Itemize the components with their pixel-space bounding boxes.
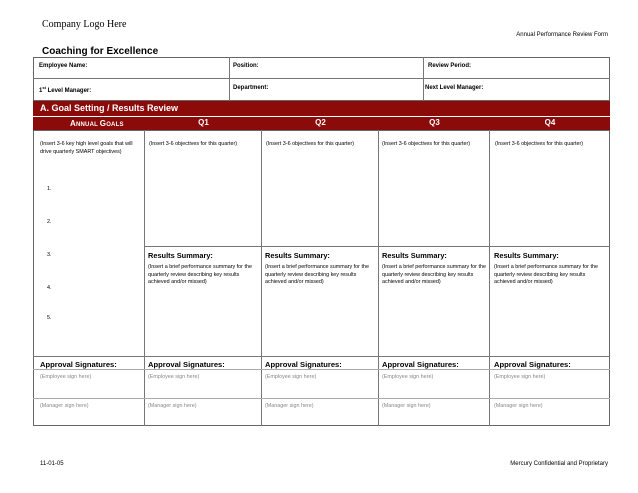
annual-goals-instructions: (Insert 3-6 key high level goals that will drive quarterly SMART objectives) — [40, 141, 133, 155]
q4-header: Q4 — [544, 118, 556, 127]
company-logo-placeholder: Company Logo Here — [42, 19, 127, 30]
divider — [33, 398, 610, 399]
q2-approval-title: Approval Signatures: — [265, 360, 342, 369]
q2-results-note[interactable]: (Insert a brief performance summary for the quarterly review describing key results achieved and/or missed) — [265, 264, 369, 286]
q3-results-note[interactable]: (Insert a brief performance summary for the quarterly review describing key results achieved and/or missed) — [382, 264, 486, 286]
divider — [144, 130, 145, 426]
q3-results-title: Results Summary: — [382, 251, 447, 260]
q3-approval-title: Approval Signatures: — [382, 360, 459, 369]
q2-header: Q2 — [315, 118, 326, 127]
divider — [229, 57, 230, 101]
divider — [423, 57, 424, 101]
q4-employee-sign-field[interactable]: (Employee sign here) — [494, 374, 546, 380]
goal-number-3: 3. — [47, 252, 52, 258]
divider — [489, 130, 490, 426]
q1-results-note[interactable]: (Insert a brief performance summary for the quarterly review describing key results achieved and/or missed) — [148, 264, 252, 286]
q1-results-title: Results Summary: — [148, 251, 213, 260]
goal-number-4: 4. — [47, 285, 52, 291]
employee-sign-field[interactable]: (Employee sign here) — [40, 374, 92, 380]
q3-objectives[interactable]: (Insert 3-6 objectives for this quarter) — [382, 141, 471, 147]
employee-name-label: Employee Name: — [39, 63, 88, 69]
page-title: Coaching for Excellence — [42, 46, 159, 57]
q4-objectives[interactable]: (Insert 3-6 objectives for this quarter) — [495, 141, 584, 147]
goal-number-5: 5. — [47, 315, 52, 321]
q1-employee-sign-field[interactable]: (Employee sign here) — [148, 374, 200, 380]
q3-header: Q3 — [429, 118, 440, 127]
q3-manager-sign-field[interactable]: (Manager sign here) — [382, 403, 431, 409]
department-label: Department: — [233, 85, 269, 91]
q3-employee-sign-field[interactable]: (Employee sign here) — [382, 374, 434, 380]
q4-results-note[interactable]: (Insert a brief performance summary for the quarterly review describing key results achieved and/or missed) — [494, 264, 598, 286]
position-label: Position: — [233, 63, 259, 69]
divider — [261, 130, 262, 426]
divider — [33, 78, 610, 79]
annual-goals-header: ANNUAL GOALS — [70, 119, 124, 128]
q1-objectives[interactable]: (Insert 3-6 objectives for this quarter) — [149, 141, 238, 147]
q2-objectives[interactable]: (Insert 3-6 objectives for this quarter) — [266, 141, 355, 147]
divider — [33, 369, 610, 370]
approval-signatures-title: Approval Signatures: — [40, 360, 117, 369]
footer-confidential: Mercury Confidential and Proprietary — [510, 461, 608, 467]
footer-date: 11-01-05 — [40, 461, 64, 467]
section-title: A. Goal Setting / Results Review — [40, 103, 179, 113]
q2-employee-sign-field[interactable]: (Employee sign here) — [265, 374, 317, 380]
goal-number-1: 1. — [47, 186, 52, 192]
q4-manager-sign-field[interactable]: (Manager sign here) — [494, 403, 543, 409]
divider — [378, 130, 379, 426]
review-period-label: Review Period: — [428, 63, 472, 69]
q2-manager-sign-field[interactable]: (Manager sign here) — [265, 403, 314, 409]
manager-sign-field[interactable]: (Manager sign here) — [40, 403, 89, 409]
q2-results-title: Results Summary: — [265, 251, 330, 260]
next-level-manager-label: Next Level Manager: — [425, 85, 484, 91]
q1-approval-title: Approval Signatures: — [148, 360, 225, 369]
first-level-manager-label: 1st Level Manager: — [39, 85, 92, 94]
q1-manager-sign-field[interactable]: (Manager sign here) — [148, 403, 197, 409]
q1-header: Q1 — [198, 118, 209, 127]
goal-number-2: 2. — [47, 219, 52, 225]
q4-results-title: Results Summary: — [494, 251, 559, 260]
form-title: Annual Performance Review Form — [516, 32, 608, 38]
divider — [33, 356, 610, 357]
divider — [144, 246, 610, 247]
q4-approval-title: Approval Signatures: — [494, 360, 571, 369]
employee-info-table — [33, 57, 610, 101]
